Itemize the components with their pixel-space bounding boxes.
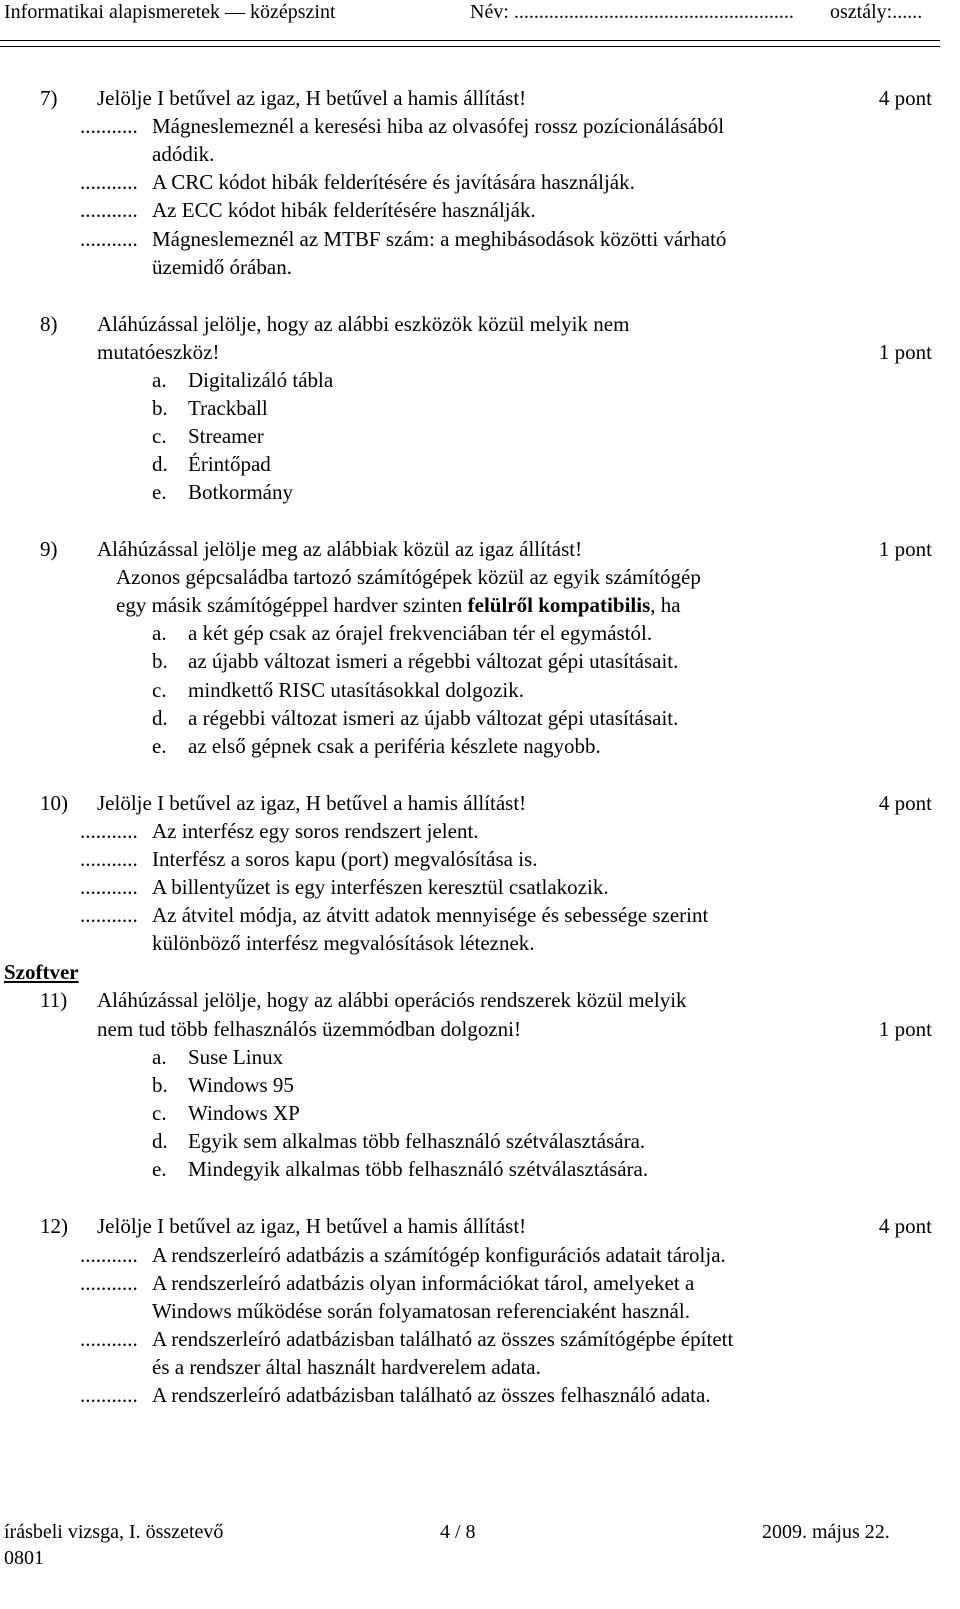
option-letter: a.	[152, 368, 167, 392]
question-number: 9)	[40, 537, 58, 561]
option-d[interactable]: Érintőpad	[188, 452, 271, 476]
option-d[interactable]: a régebbi változat ismeri az újabb változat gépi utasításait.	[188, 706, 679, 730]
intro-bold-term: felülről kompatibilis	[467, 593, 651, 617]
option-letter: d.	[152, 706, 168, 730]
intro-text-end: , ha	[650, 593, 681, 617]
header-divider-secondary	[0, 46, 940, 47]
answer-blank[interactable]: ...........	[80, 819, 138, 843]
option-letter: b.	[152, 1073, 168, 1097]
statement: A rendszerleíró adatbázisban található az összes felhasználó adata.	[152, 1383, 711, 1407]
statement: Az átvitel módja, az átvitt adatok mennyisége és sebessége szerint	[152, 903, 709, 927]
answer-blank[interactable]: ...........	[80, 114, 138, 138]
statement-continuation: különböző interfész megvalósítások léteznek.	[152, 931, 535, 955]
statement-continuation: adódik.	[152, 142, 215, 166]
footer-page-number: 4 / 8	[440, 1521, 476, 1543]
question-number: 10)	[40, 791, 68, 815]
statement: Az interfész egy soros rendszert jelent.	[152, 819, 479, 843]
option-a[interactable]: Digitalizáló tábla	[188, 368, 334, 392]
question-title: Aláhúzással jelölje, hogy az alábbi eszközök közül melyik nem	[97, 312, 630, 336]
option-b[interactable]: Trackball	[188, 396, 268, 420]
question-intro: Azonos gépcsaládba tartozó számítógépek közül az egyik számítógép	[116, 565, 701, 589]
option-e[interactable]: Botkormány	[188, 480, 293, 504]
option-letter: e.	[152, 1157, 167, 1181]
header-name-field: Név: ........................................................	[470, 1, 794, 23]
option-letter: e.	[152, 480, 167, 504]
question-points: 1 pont	[878, 340, 932, 364]
option-b[interactable]: az újabb változat ismeri a régebbi változat gépi utasításait.	[188, 649, 679, 673]
question-number: 7)	[40, 86, 58, 110]
option-letter: a.	[152, 621, 167, 645]
question-title-continuation: mutatóeszköz!	[97, 340, 220, 364]
answer-blank[interactable]: ...........	[80, 1271, 138, 1295]
option-e[interactable]: az első gépnek csak a periféria készlete nagyobb.	[188, 734, 601, 758]
header-class-field: osztály:......	[830, 1, 923, 23]
question-title: Aláhúzással jelölje meg az alábbiak közül az igaz állítást!	[97, 537, 583, 561]
answer-blank[interactable]: ...........	[80, 170, 138, 194]
statement: A billentyűzet is egy interfészen keresztül csatlakozik.	[152, 875, 609, 899]
statement: A rendszerleíró adatbázis a számítógép konfigurációs adatait tárolja.	[152, 1243, 726, 1267]
answer-blank[interactable]: ...........	[80, 1327, 138, 1351]
page-header	[0, 0, 960, 28]
footer-date: 2009. május 22.	[762, 1521, 890, 1543]
option-e[interactable]: Mindegyik alkalmas több felhasználó szétválasztására.	[188, 1157, 649, 1181]
question-title: Jelölje I betűvel az igaz, H betűvel a hamis állítást!	[97, 86, 527, 110]
question-points: 4 pont	[878, 1214, 932, 1238]
section-heading: Szoftver	[4, 960, 79, 984]
statement-continuation: és a rendszer által használt hardverelem adata.	[152, 1355, 541, 1379]
option-b[interactable]: Windows 95	[188, 1073, 294, 1097]
question-points: 1 pont	[878, 537, 932, 561]
statement: Mágneslemeznél az MTBF szám: a meghibásodások közötti várható	[152, 227, 727, 251]
option-c[interactable]: Windows XP	[188, 1101, 300, 1125]
statement: Mágneslemeznél a keresési hiba az olvasófej rossz pozícionálásából	[152, 114, 725, 138]
option-letter: b.	[152, 396, 168, 420]
statement-continuation: Windows működése során folyamatosan referenciaként használ.	[152, 1299, 690, 1323]
question-points: 1 pont	[878, 1017, 932, 1041]
question-title: Jelölje I betűvel az igaz, H betűvel a hamis állítást!	[97, 1214, 527, 1238]
question-title-continuation: nem tud több felhasználós üzemmódban dolgozni!	[97, 1017, 521, 1041]
header-subject: Informatikai alapismeretek — középszint	[4, 1, 336, 23]
question-number: 8)	[40, 312, 58, 336]
statement: Az ECC kódot hibák felderítésére használják.	[152, 198, 536, 222]
answer-blank[interactable]: ...........	[80, 1383, 138, 1407]
option-c[interactable]: Streamer	[188, 424, 264, 448]
option-letter: a.	[152, 1045, 167, 1069]
option-letter: c.	[152, 678, 167, 702]
option-c[interactable]: mindkettő RISC utasításokkal dolgozik.	[188, 678, 524, 702]
intro-text: egy másik számítógéppel hardver szinten	[116, 593, 468, 617]
header-divider	[0, 40, 940, 41]
question-title: Jelölje I betűvel az igaz, H betűvel a hamis állítást!	[97, 791, 527, 815]
answer-blank[interactable]: ...........	[80, 198, 138, 222]
option-letter: c.	[152, 424, 167, 448]
question-number: 12)	[40, 1214, 68, 1238]
question-intro-continuation	[116, 591, 681, 619]
answer-blank[interactable]: ...........	[80, 1243, 138, 1267]
option-letter: c.	[152, 1101, 167, 1125]
question-points: 4 pont	[878, 791, 932, 815]
statement: A CRC kódot hibák felderítésére és javítására használják.	[152, 170, 635, 194]
footer-exam-title: írásbeli vizsga, I. összetevő	[4, 1521, 224, 1543]
statement: A rendszerleíró adatbázis olyan információkat tárol, amelyeket a	[152, 1271, 695, 1295]
statement-continuation: üzemidő órában.	[152, 255, 292, 279]
option-letter: d.	[152, 452, 168, 476]
option-letter: b.	[152, 649, 168, 673]
option-letter: e.	[152, 734, 167, 758]
statement: Interfész a soros kapu (port) megvalósítása is.	[152, 847, 538, 871]
option-letter: d.	[152, 1129, 168, 1153]
answer-blank[interactable]: ...........	[80, 875, 138, 899]
footer-code: 0801	[4, 1547, 44, 1569]
statement: A rendszerleíró adatbázisban található az összes számítógépbe épített	[152, 1327, 734, 1351]
option-a[interactable]: a két gép csak az órajel frekvenciában tér el egymástól.	[188, 621, 653, 645]
answer-blank[interactable]: ...........	[80, 227, 138, 251]
option-a[interactable]: Suse Linux	[188, 1045, 284, 1069]
question-number: 11)	[40, 988, 68, 1012]
question-title: Aláhúzással jelölje, hogy az alábbi operációs rendszerek közül melyik	[97, 988, 687, 1012]
answer-blank[interactable]: ...........	[80, 903, 138, 927]
answer-blank[interactable]: ...........	[80, 847, 138, 871]
option-d[interactable]: Egyik sem alkalmas több felhasználó szétválasztására.	[188, 1129, 646, 1153]
question-points: 4 pont	[878, 86, 932, 110]
